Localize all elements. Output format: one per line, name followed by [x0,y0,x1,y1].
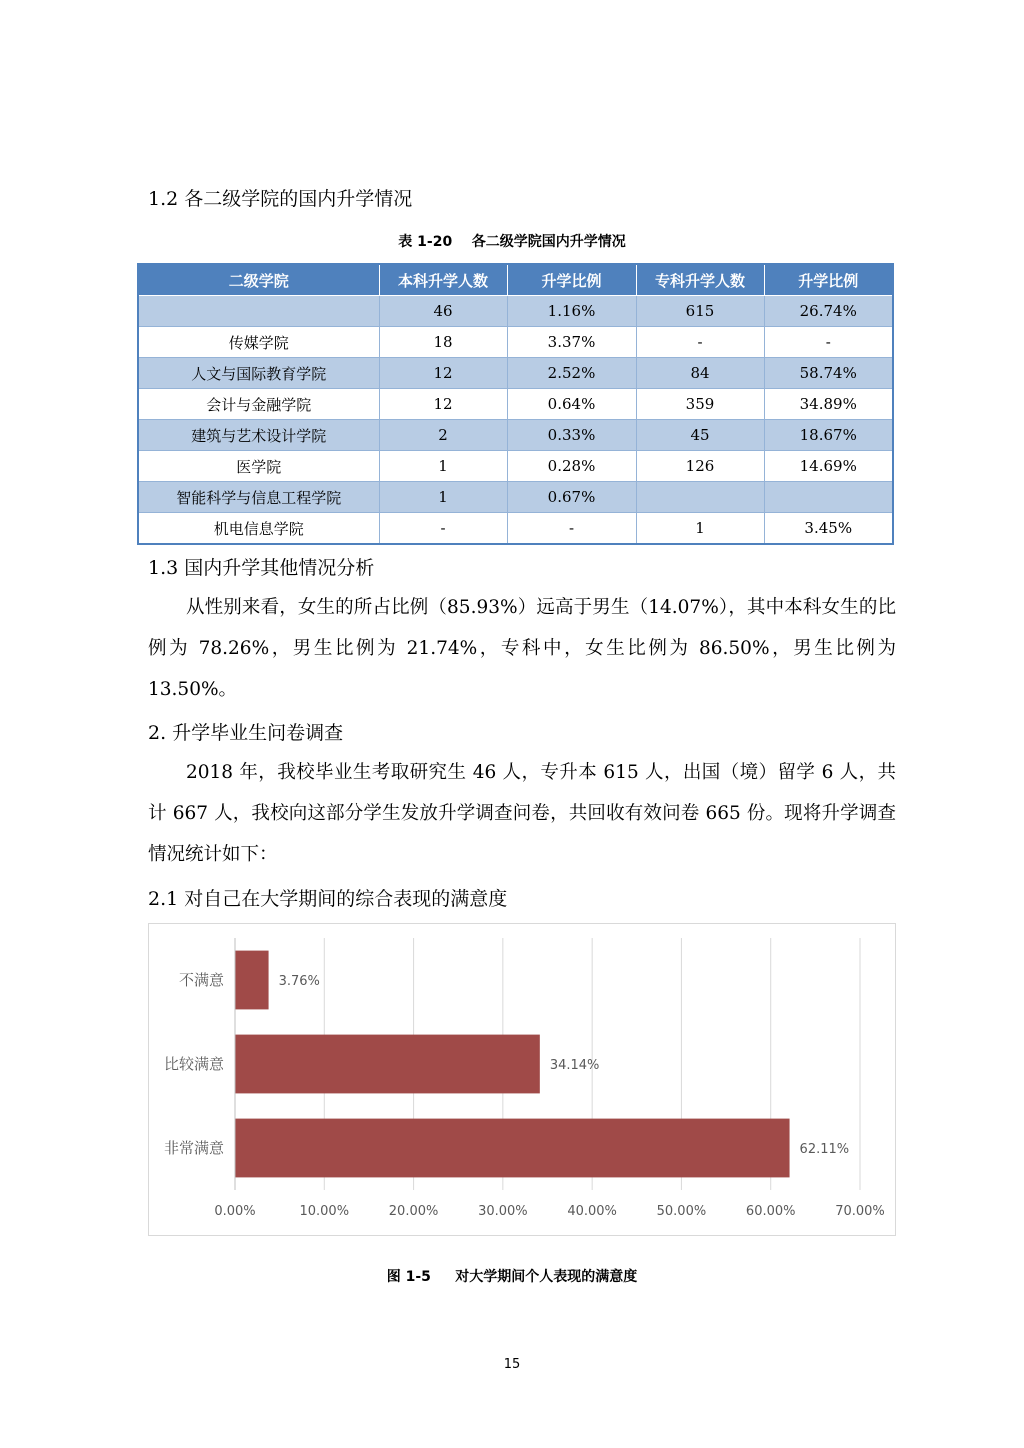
table-row [138,451,893,482]
table-cell: 0.64% [507,389,636,420]
header-college: 二级学院 [138,264,379,296]
x-tick-label: 10.00% [299,1204,350,1219]
table-cell: 0.67% [507,482,636,513]
table-cell: - [507,513,636,545]
table-cell [764,482,893,513]
table-cell: 34.89% [764,389,893,420]
table-cell: 人文与国际教育学院 [138,358,379,389]
data-label: 3.76% [278,974,320,989]
table-row [138,420,893,451]
table-cell: 58.74% [764,358,893,389]
header-junior-count: 专科升学人数 [636,264,764,296]
table-cell: 3.37% [507,327,636,358]
table-cell: 3.45% [764,513,893,545]
table-cell: 会计与金融学院 [138,389,379,420]
paragraph-text: 从性别来看，女生的所占比例（85.93%）远高于男生（14.07%），其中本科女生的比例为 78.26%，男生比例为 21.74%，专科中，女生比例为 86.50%，男生比例为 13.50%。 [148,597,896,700]
header-undergrad-count: 本科升学人数 [379,264,507,296]
bar [235,951,269,1010]
table-cell: 45 [636,420,764,451]
table-row [138,482,893,513]
table-cell: 建筑与艺术设计学院 [138,420,379,451]
data-label: 34.14% [549,1058,600,1073]
paragraph-text: 2018 年，我校毕业生考取研究生 46 人，专升本 615 人，出国（境）留学 6 人，共计 667 人，我校向这部分学生发放升学调查问卷，共回收有效问卷 665 份。现将升学调查情况统计如下： [148,762,896,865]
category-label: 非常满意 [163,1139,224,1157]
section-heading-1-3: 1.3 国内升学其他情况分析 [148,557,375,579]
page-number: 15 [503,1357,521,1372]
table-cell: 0.33% [507,420,636,451]
table-header-row [138,264,893,296]
table-cell: 2 [379,420,507,451]
table-row [138,296,893,327]
data-label: 62.11% [799,1142,850,1157]
table-caption: 表 1-20 各二级学院国内升学情况 [398,234,626,250]
x-tick-label: 30.00% [478,1204,528,1219]
category-label: 不满意 [178,971,224,989]
table-cell: 46 [379,296,507,327]
table-cell: 1.16% [507,296,636,327]
table-cell: 615 [636,296,764,327]
x-tick-label: 70.00% [835,1204,885,1219]
x-tick-label: 40.00% [567,1204,617,1219]
satisfaction-bar-chart [148,923,896,1236]
table-cell: - [636,327,764,358]
table-row [138,389,893,420]
x-tick-label: 0.00% [214,1204,256,1219]
section-heading-2-1: 2.1 对自己在大学期间的综合表现的满意度 [148,888,508,910]
table-cell: 18 [379,327,507,358]
table-cell: 126 [636,451,764,482]
table-cell: 26.74% [764,296,893,327]
x-tick-label: 20.00% [388,1204,439,1219]
table-cell: 359 [636,389,764,420]
table-cell: 84 [636,358,764,389]
table-cell: 1 [636,513,764,545]
header-junior-ratio: 升学比例 [764,264,893,296]
x-tick-label: 50.00% [656,1204,707,1219]
section-heading-2: 2. 升学毕业生问卷调查 [148,722,344,744]
chart-svg [149,924,895,1235]
table-cell: 医学院 [138,451,379,482]
x-tick-label: 60.00% [745,1204,796,1219]
table-row [138,327,893,358]
table-cell: 14.69% [764,451,893,482]
figure-caption: 图 1-5 对大学期间个人表现的满意度 [386,1269,638,1285]
table-cell: 机电信息学院 [138,513,379,545]
table-cell: 1 [379,482,507,513]
table-cell: 传媒学院 [138,327,379,358]
table-cell: 智能科学与信息工程学院 [138,482,379,513]
gender-analysis-paragraph [148,587,896,710]
table-cell: 12 [379,358,507,389]
header-undergrad-ratio: 升学比例 [507,264,636,296]
table-cell [138,296,379,327]
table-cell: 18.67% [764,420,893,451]
table-row [138,513,893,545]
survey-paragraph [148,752,896,875]
bar [235,1119,790,1178]
bar [235,1035,540,1094]
table-cell [636,482,764,513]
table-cell: - [764,327,893,358]
table-cell: 1 [379,451,507,482]
table-cell: - [379,513,507,545]
table-cell: 2.52% [507,358,636,389]
table-cell: 0.28% [507,451,636,482]
enrollment-table [137,263,894,545]
table-row [138,358,893,389]
category-label: 比较满意 [163,1055,224,1073]
table-cell: 12 [379,389,507,420]
section-heading-1-2: 1.2 各二级学院的国内升学情况 [148,188,413,210]
